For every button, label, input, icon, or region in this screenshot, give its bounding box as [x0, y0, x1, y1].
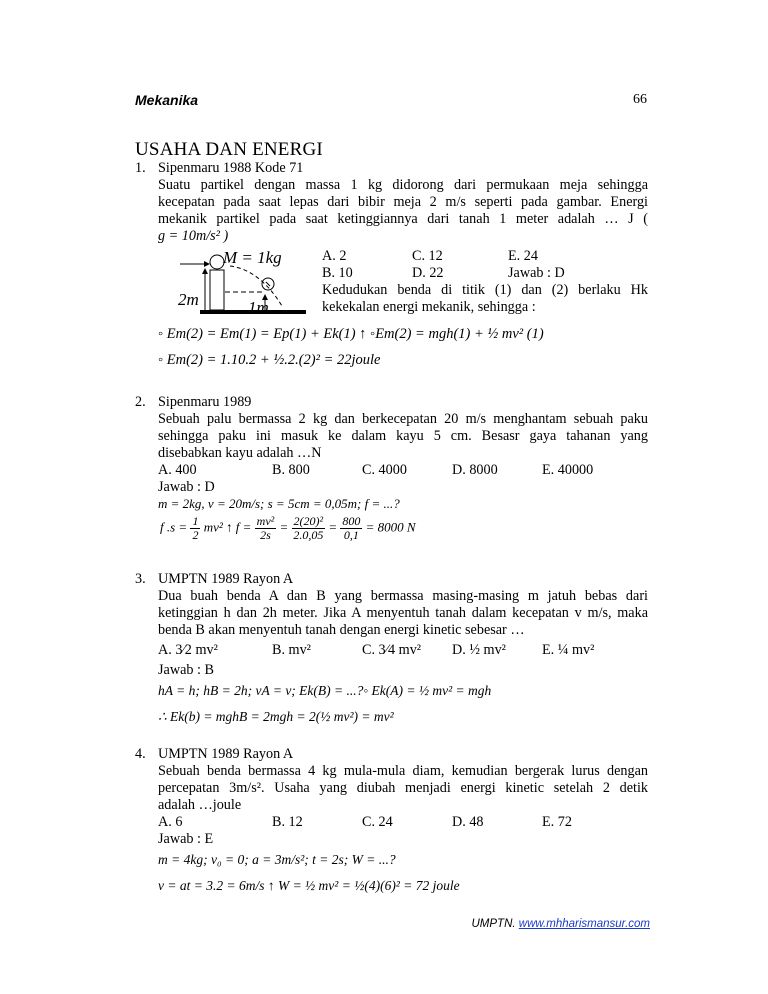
denominator: 2.0,05	[293, 528, 324, 542]
q4-option-c: C. 24	[362, 814, 393, 830]
q1-explanation: kekekalan energi mekanik, sehingga :	[322, 299, 536, 315]
q2-option-c: C. 4000	[362, 462, 407, 478]
q3-text-line: Dua buah benda A dan B yang bermassa masing-masing m jatuh bebas dari	[158, 588, 648, 604]
q2-option-d: D. 8000	[452, 462, 498, 478]
q1-option-d: D. 22	[412, 265, 444, 281]
q3-source: UMPTN 1989 Rayon A	[158, 571, 294, 587]
q3-option-b: B. mv²	[272, 642, 311, 658]
q3-solution-line: ∴ Ek(b) = mghB = 2mgh = 2(½ mv²) = mv²	[158, 709, 394, 724]
q1-answer: Jawab : D	[508, 265, 565, 281]
q3-text-line: benda B akan menyentuh tanah dengan energi kinetic sebesar …	[158, 622, 525, 638]
q1-option-c: C. 12	[412, 248, 443, 264]
denominator: 2s	[260, 528, 271, 542]
fraction	[255, 515, 277, 542]
numerator: 1	[192, 514, 199, 528]
q4-solution-line: m = 4kg; v₀ = 0; a = 3m/s²; t = 2s; W = ...?	[158, 852, 396, 867]
denominator: 0,1	[343, 528, 359, 542]
fraction	[340, 515, 362, 542]
q4-answer: Jawab : E	[158, 831, 214, 847]
q4-number: 4.	[135, 746, 146, 762]
q2-option-a: A. 400	[158, 462, 197, 478]
q4-solution-line: v = at = 3.2 = 6m/s ↑ W = ½ mv² = ½(4)(6)² = 72 joule	[158, 878, 460, 893]
q1-explanation: Kedudukan benda di titik (1) dan (2) berlaku Hk	[322, 282, 648, 298]
q2-text-line: sehingga paku ini masuk ke dalam kayu 5 cm. Besasr gaya tahanan yang	[158, 428, 648, 444]
q4-source: UMPTN 1989 Rayon A	[158, 746, 294, 762]
q2-eq-middle: mv² ↑ f =	[203, 519, 252, 535]
q4-option-a: A. 6	[158, 814, 183, 830]
q1-option-b: B. 10	[322, 265, 353, 281]
q3-text-line: ketinggian h dan 2h meter. Jika A menyentuh tanah dalam kecepatan v m/s, maka	[158, 605, 648, 621]
q3-option-e: E. ¼ mv²	[542, 642, 595, 658]
height-label: 2m	[178, 290, 199, 309]
q1-text-line: mekanik partikel pada saat ketinggiannya dari tanah 1 meter adalah … J (	[158, 211, 648, 227]
q3-answer: Jawab : B	[158, 662, 214, 678]
q2-given: m = 2kg, v = 20m/s; s = 5cm = 0,05m; f = ...?	[158, 496, 400, 511]
q4-option-b: B. 12	[272, 814, 303, 830]
q4-option-d: D. 48	[452, 814, 484, 830]
page-number: 66	[633, 92, 647, 107]
section-title: USAHA DAN ENERGI	[135, 139, 323, 160]
q1-solution-line: ◦ Em(2) = 1.10.2 + ½.2.(2)² = 22joule	[158, 352, 381, 368]
numerator: 2(20)²	[293, 514, 324, 528]
q2-text-line: Sebuah palu bermassa 2 kg dan berkecepatan 20 m/s menghantam sebuah paku	[158, 411, 648, 427]
q1-source: Sipenmaru 1988 Kode 71	[158, 160, 304, 176]
q3-option-d: D. ½ mv²	[452, 642, 506, 658]
q2-text-line: disebabkan kayu adalah …N	[158, 445, 322, 461]
q2-eq-result: = 8000 N	[365, 519, 416, 535]
q4-text-line: Sebuah benda bermassa 4 kg mula-mula diam, kemudian bergerak lurus dengan	[158, 763, 648, 779]
denominator: 2	[192, 528, 199, 542]
q2-option-b: B. 800	[272, 462, 310, 478]
fraction	[292, 515, 326, 542]
q4-text-line: adalah …joule	[158, 797, 242, 813]
q4-text-line: percepatan 3m/s². Usaha yang diubah menjadi energi kinetic setelah 2 detik	[158, 780, 648, 796]
q1-text-line: Suatu partikel dengan massa 1 kg didorong dari permukaan meja sehingga	[158, 177, 648, 193]
q3-solution-line: hA = h; hB = 2h; vA = v; Ek(B) = ...?◦ Ek(A) = ½ mv² = mgh	[158, 683, 492, 698]
q4-option-e: E. 72	[542, 814, 572, 830]
q1-solution-line: ◦ Em(2) = Em(1) = Ep(1) + Ek(1) ↑ ◦Em(2) = mgh(1) + ½ mv² (1)	[158, 326, 544, 342]
numerator: mv²	[256, 514, 275, 528]
q2-solution-equation: f .s = $\frac{1}{2}$ mv² ↑ f = $\frac{\text{mv²}}{2s}$ = $\frac{\text{2(20)²}}{2.0,05}$ = $\frac{800}{0,1}$ = 8000 N	[160, 514, 416, 542]
mass-label: M = 1kg	[223, 248, 282, 267]
q3-option-a: A. 3⁄2 mv²	[158, 642, 218, 658]
q1-option-e: E. 24	[508, 248, 538, 264]
footer-prefix: UMPTN.	[471, 918, 516, 930]
numerator: 800	[342, 514, 361, 528]
q1-number: 1.	[135, 160, 146, 176]
q2-answer: Jawab : D	[158, 479, 215, 495]
q1-option-a: A. 2	[322, 248, 347, 264]
footer	[471, 918, 650, 930]
running-header-subject: Mekanika	[135, 92, 199, 108]
q3-option-c: C. 3⁄4 mv²	[362, 642, 422, 658]
q2-option-e: E. 40000	[542, 462, 594, 478]
ground-label: 1m	[248, 298, 269, 317]
q1-text-line: g = 10m/s² )	[158, 228, 229, 244]
q2-eq-lhs: f .s =	[160, 519, 188, 535]
q2-number: 2.	[135, 394, 146, 410]
footer-website-link[interactable]: www.mhharismansur.com	[518, 918, 650, 930]
q1-text-line: kecepatan pada saat lepas dari bibir meja 2 m/s seperti pada gambar. Energi	[158, 194, 648, 210]
fraction	[190, 515, 200, 542]
q3-number: 3.	[135, 571, 146, 587]
q2-source: Sipenmaru 1989	[158, 394, 252, 410]
